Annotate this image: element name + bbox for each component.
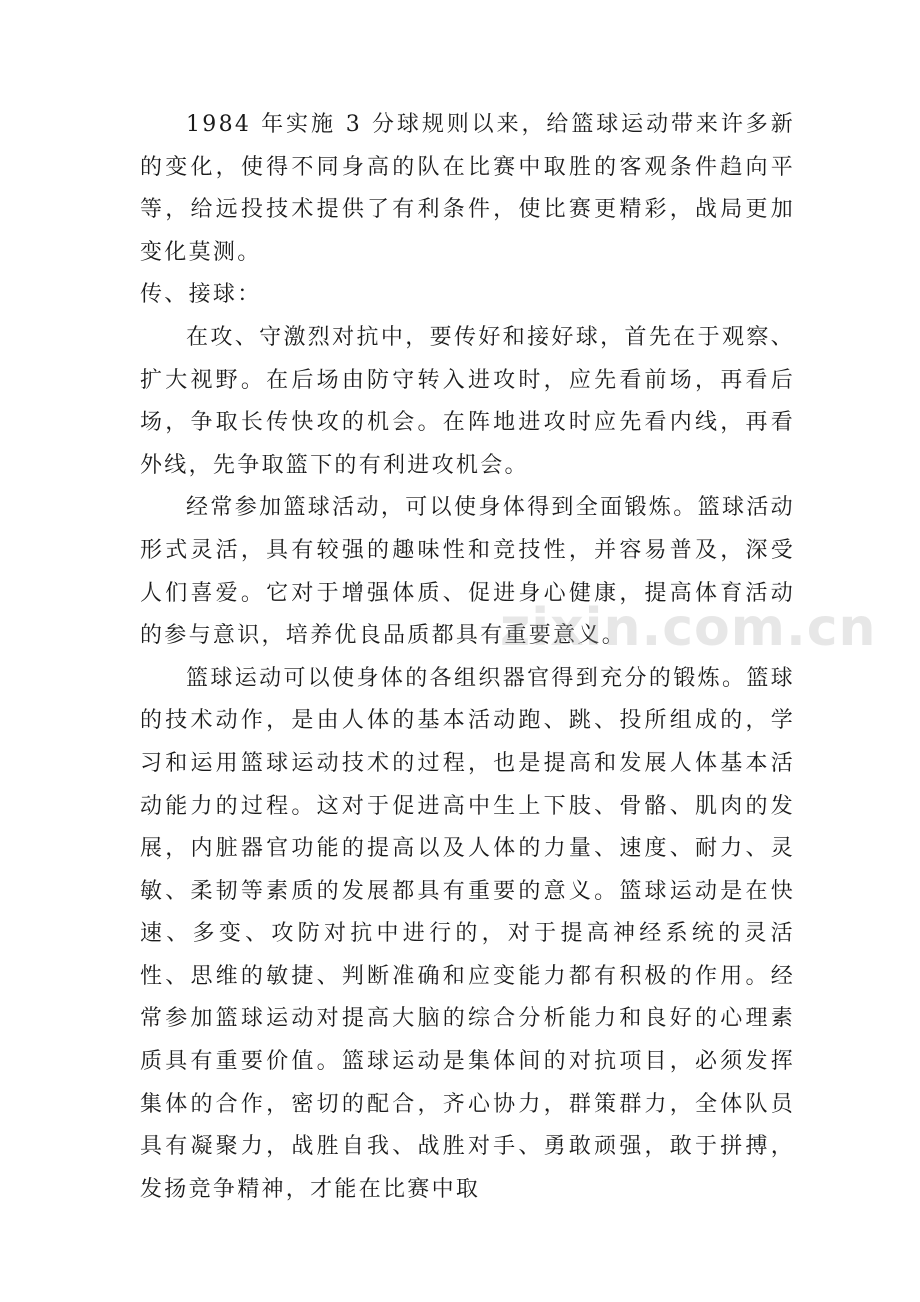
document-body: [140, 104, 795, 1211]
watermark-text: zixin.com.cn: [500, 598, 877, 658]
paragraph-passing-receiving: 在攻、守激烈对抗中，要传好和接好球，首先在于观察、扩大视野。在后场由防守转入进攻时，应先看前场，再看后场，争取长传快攻的机会。在阵地进攻时应先看内线，再看外线，先争取篮下的有利进攻机会。: [140, 324, 795, 478]
section-heading-passing: 传、接球：: [140, 282, 262, 308]
paragraph-physical-training: 篮球运动可以使身体的各组织器官得到充分的锻炼。篮球的技术动作，是由人体的基本活动跑、跳、投所组成的，学习和运用篮球运动技术的过程，也是提高和发展人体基本活动能力的过程。这对于促进高中生上下肢、骨骼、肌肉的发展，内脏器官功能的提高以及人体的力量、速度、耐力、灵敏、柔韧等素质的发展都具有重要的意义。篮球运动是在快速、多变、攻防对抗中进行的，对于提高神经系统的灵活性、思维的敏捷、判断准确和应变能力都有积极的作用。经常参加篮球运动对提高大脑的综合分析能力和良好的心理素质具有重要价值。篮球运动是集体间的对抗项目，必须发挥集体的合作，密切的配合，齐心协力，群策群力，全体队员具有凝聚力，战胜自我、战胜对手、勇敢顽强，敢于拼搏，发扬竞争精神，才能在比赛中取: [140, 665, 795, 1202]
paragraph-three-point-rule: 1984 年实施 3 分球规则以来，给篮球运动带来许多新的变化，使得不同身高的队在比赛中取胜的客观条件趋向平等，给远投技术提供了有利条件，使比赛更精彩，战局更加变化莫测。: [140, 112, 795, 265]
paragraph-benefits: 经常参加篮球活动，可以使身体得到全面锻炼。篮球活动形式灵活，具有较强的趣味性和竞技性，并容易普及，深受人们喜爱。它对于增强体质、促进身心健康，提高体育活动的参与意识，培养优良品质都具有重要意义。: [140, 495, 795, 649]
